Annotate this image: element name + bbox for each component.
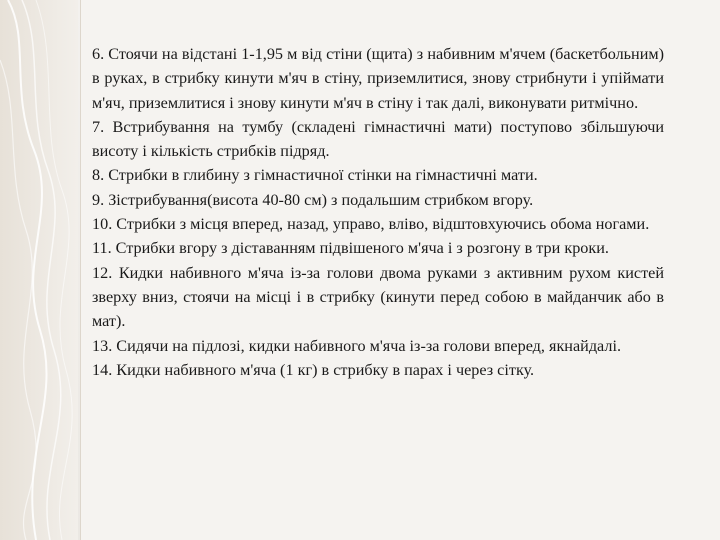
exercise-item: 8. Стрибки в глибину з гімнастичної стінки на гімнастичні мати. <box>92 166 538 185</box>
exercise-item: 10. Стрибки з місця вперед, назад, управо, вліво, відштовхуючись обома ногами. <box>92 215 650 234</box>
exercise-item: 7. Встрибування на тумбу (складені гімнастичні мати) поступово збільшуючи висоту і кількість стрибків підряд. <box>92 117 664 161</box>
exercise-item: 14. Кидки набивного м'яча (1 кг) в стрибку в парах і через сітку. <box>92 360 535 379</box>
exercise-list <box>92 42 664 382</box>
exercise-item: 12. Кидки набивного м'яча із-за голови двома руками з активним рухом кистей зверху вниз, стоячи на місці і в стрибку (кинути перед собою в майданчик або в мат). <box>92 263 664 331</box>
exercise-item: 13. Сидячи на підлозі, кидки набивного м'яча із-за голови вперед, якнайдалі. <box>92 336 622 355</box>
decorative-curves <box>0 0 78 540</box>
exercise-item: 11. Стрибки вгору з діставанням підвішеного м'яча і з розгону в три кроки. <box>92 239 609 258</box>
exercise-item: 6. Стоячи на відстані 1-1,95 м від стіни (щита) з набивним м'ячем (баскетбольним) в руках, в стрибку кинути м'яч в стіну, приземлитися, знову стрибнути і упіймати м'яч, приземлитися і знову кинути м'яч в стіну і так далі, виконувати ритмічно. <box>92 45 664 112</box>
exercise-item: 9. Зістрибування(висота 40-80 см) з подальшим стрибком вгору. <box>92 190 534 209</box>
